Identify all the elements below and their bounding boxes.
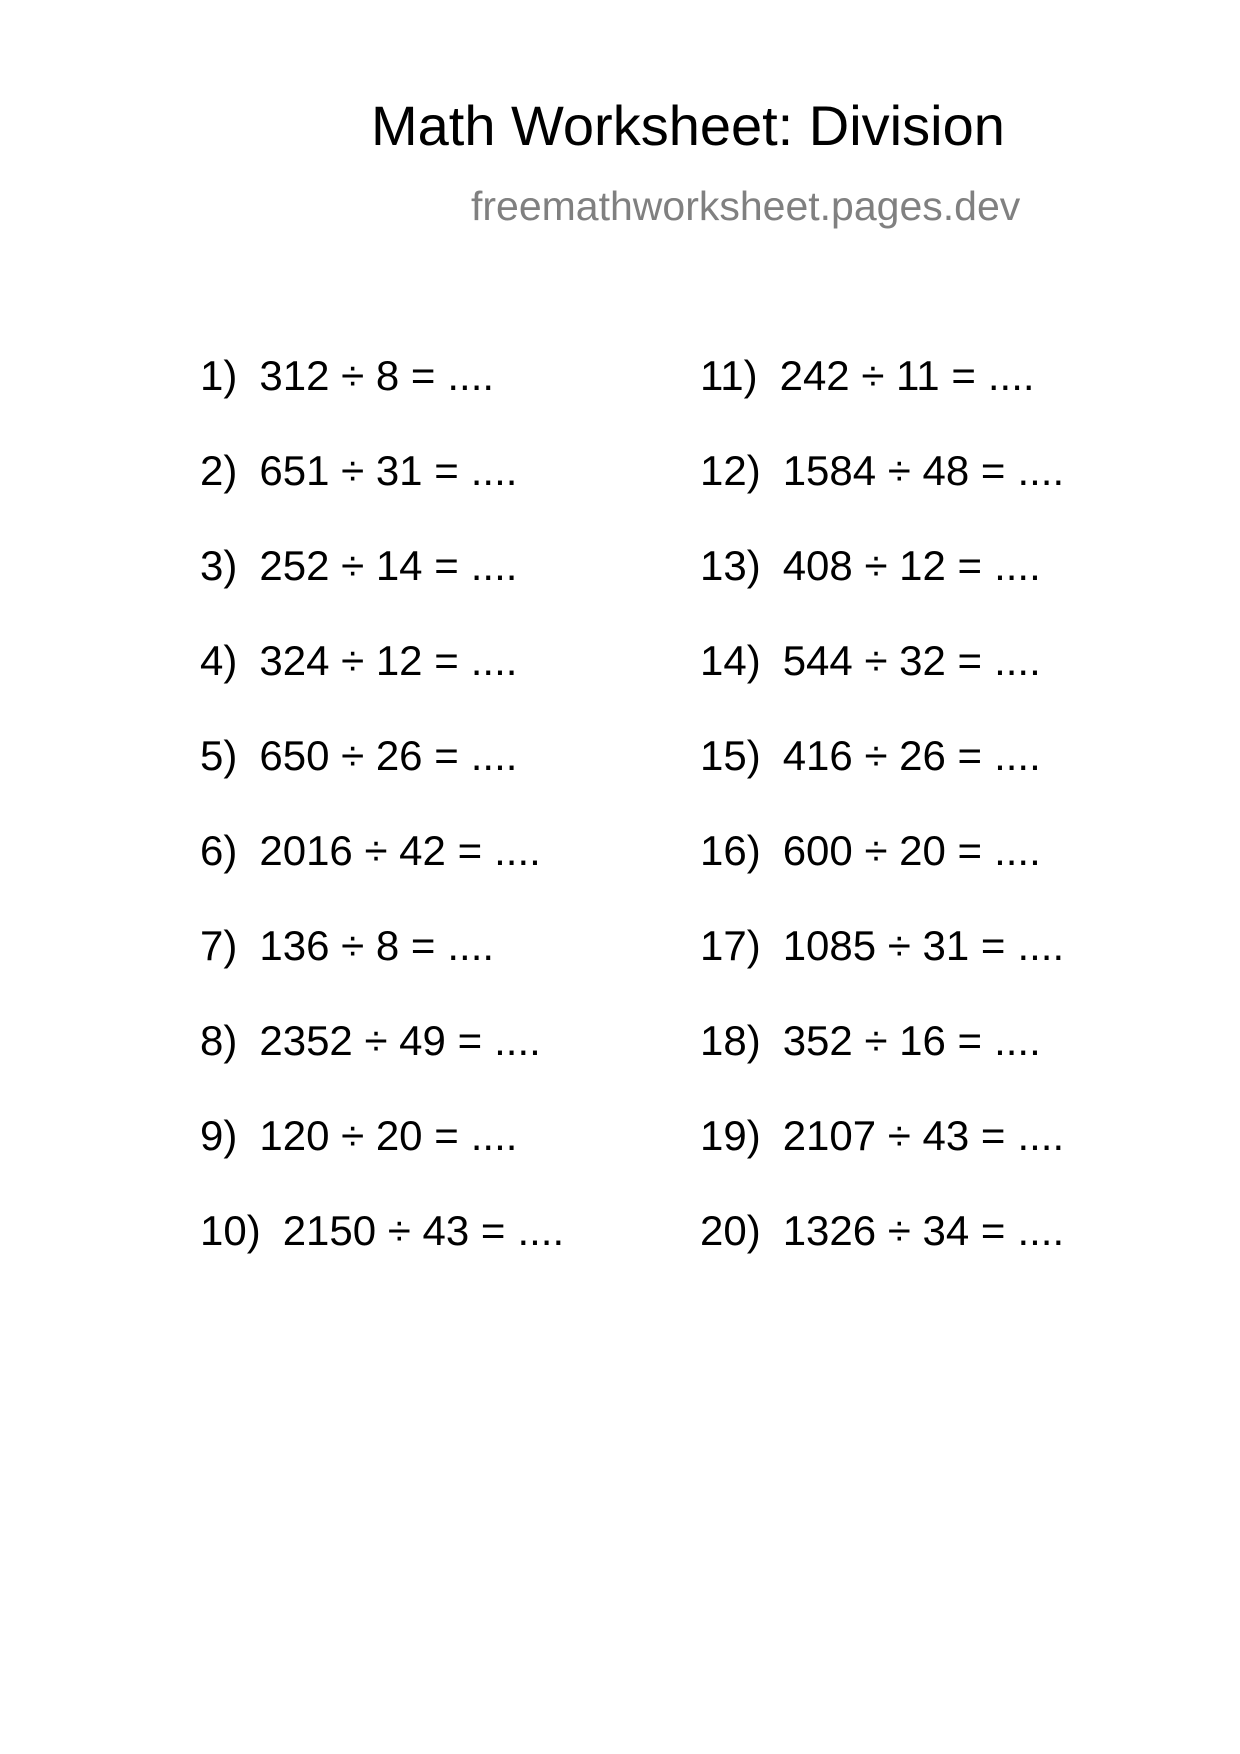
problem-expression: 2352 ÷ 49 =	[259, 1017, 483, 1064]
problem-expression: 136 ÷ 8 =	[259, 922, 436, 969]
problem-12	[700, 447, 1065, 545]
answer-blank: ....	[994, 827, 1041, 874]
answer-blank: ....	[447, 922, 495, 969]
problem-13	[700, 542, 1064, 640]
problem-expression: 1085 ÷ 31 =	[782, 922, 1006, 969]
problem-10	[200, 1207, 565, 1305]
problem-expression: 312 ÷ 8 =	[259, 352, 436, 399]
problem-number: 1)	[200, 352, 238, 399]
answer-blank: ....	[494, 827, 541, 874]
problem-column-left	[200, 352, 565, 1305]
problem-number: 4)	[200, 637, 238, 684]
problem-number: 20)	[700, 1207, 761, 1254]
answer-blank: ....	[1017, 447, 1065, 494]
problem-8	[200, 1017, 564, 1115]
problem-11	[700, 352, 1064, 450]
answer-blank: ....	[1017, 1207, 1065, 1254]
problem-number: 10)	[200, 1207, 261, 1254]
problem-18	[700, 1017, 1064, 1115]
worksheet-source-url: freemathworksheet.pages.dev	[471, 183, 1021, 229]
problem-number: 8)	[200, 1017, 238, 1064]
problem-number: 15)	[700, 732, 761, 779]
problem-expression: 120 ÷ 20 =	[259, 1112, 459, 1159]
problem-number: 11)	[700, 352, 758, 399]
problem-2	[200, 447, 564, 545]
problem-7	[200, 922, 564, 1020]
problem-expression: 408 ÷ 12 =	[782, 542, 983, 589]
answer-blank: ....	[447, 352, 495, 399]
problem-number: 2)	[200, 447, 238, 494]
problem-15	[700, 732, 1064, 830]
answer-blank: ....	[1017, 922, 1065, 969]
problem-20	[700, 1207, 1065, 1305]
problem-number: 7)	[200, 922, 238, 969]
answer-blank: ....	[494, 1017, 541, 1064]
problem-number: 3)	[200, 542, 238, 589]
problem-number: 14)	[700, 637, 761, 684]
problem-number: 19)	[700, 1112, 761, 1159]
answer-blank: ....	[517, 1207, 565, 1254]
problem-number: 9)	[200, 1112, 238, 1159]
problem-column-right	[700, 352, 1065, 1305]
problem-expression: 1584 ÷ 48 =	[782, 447, 1006, 494]
problem-expression: 544 ÷ 32 =	[782, 637, 983, 684]
problem-number: 12)	[700, 447, 761, 494]
problem-expression: 352 ÷ 16 =	[782, 1017, 983, 1064]
problem-expression: 324 ÷ 12 =	[259, 637, 459, 684]
problem-3	[200, 542, 564, 640]
answer-blank: ....	[1017, 1112, 1065, 1159]
problem-number: 13)	[700, 542, 761, 589]
answer-blank: ....	[994, 732, 1041, 779]
problem-expression: 242 ÷ 11 =	[779, 352, 976, 399]
problem-6	[200, 827, 564, 925]
answer-blank: ....	[994, 637, 1041, 684]
problem-expression: 2150 ÷ 43 =	[282, 1207, 506, 1254]
problem-number: 18)	[700, 1017, 761, 1064]
problem-9	[200, 1112, 564, 1210]
problem-4	[200, 637, 564, 735]
problem-expression: 416 ÷ 26 =	[782, 732, 983, 779]
problem-17	[700, 922, 1065, 1020]
worksheet-title: Math Worksheet: Division	[371, 94, 1005, 157]
problem-number: 16)	[700, 827, 761, 874]
problem-expression: 651 ÷ 31 =	[259, 447, 459, 494]
problem-19	[700, 1112, 1065, 1210]
problem-number: 5)	[200, 732, 238, 779]
answer-blank: ....	[470, 1112, 518, 1159]
problem-expression: 252 ÷ 14 =	[259, 542, 459, 589]
problem-1	[200, 352, 564, 450]
problem-16	[700, 827, 1064, 925]
problem-expression: 2107 ÷ 43 =	[782, 1112, 1006, 1159]
answer-blank: ....	[994, 542, 1041, 589]
answer-blank: ....	[470, 732, 518, 779]
problem-expression: 600 ÷ 20 =	[782, 827, 983, 874]
problem-expression: 650 ÷ 26 =	[259, 732, 459, 779]
problem-number: 17)	[700, 922, 761, 969]
answer-blank: ....	[470, 637, 518, 684]
problem-number: 6)	[200, 827, 238, 874]
answer-blank: ....	[994, 1017, 1041, 1064]
problem-14	[700, 637, 1064, 735]
answer-blank: ....	[470, 447, 518, 494]
problem-expression: 2016 ÷ 42 =	[259, 827, 483, 874]
answer-blank: ....	[470, 542, 518, 589]
answer-blank: ....	[987, 352, 1035, 399]
problem-5	[200, 732, 564, 830]
problem-expression: 1326 ÷ 34 =	[782, 1207, 1006, 1254]
